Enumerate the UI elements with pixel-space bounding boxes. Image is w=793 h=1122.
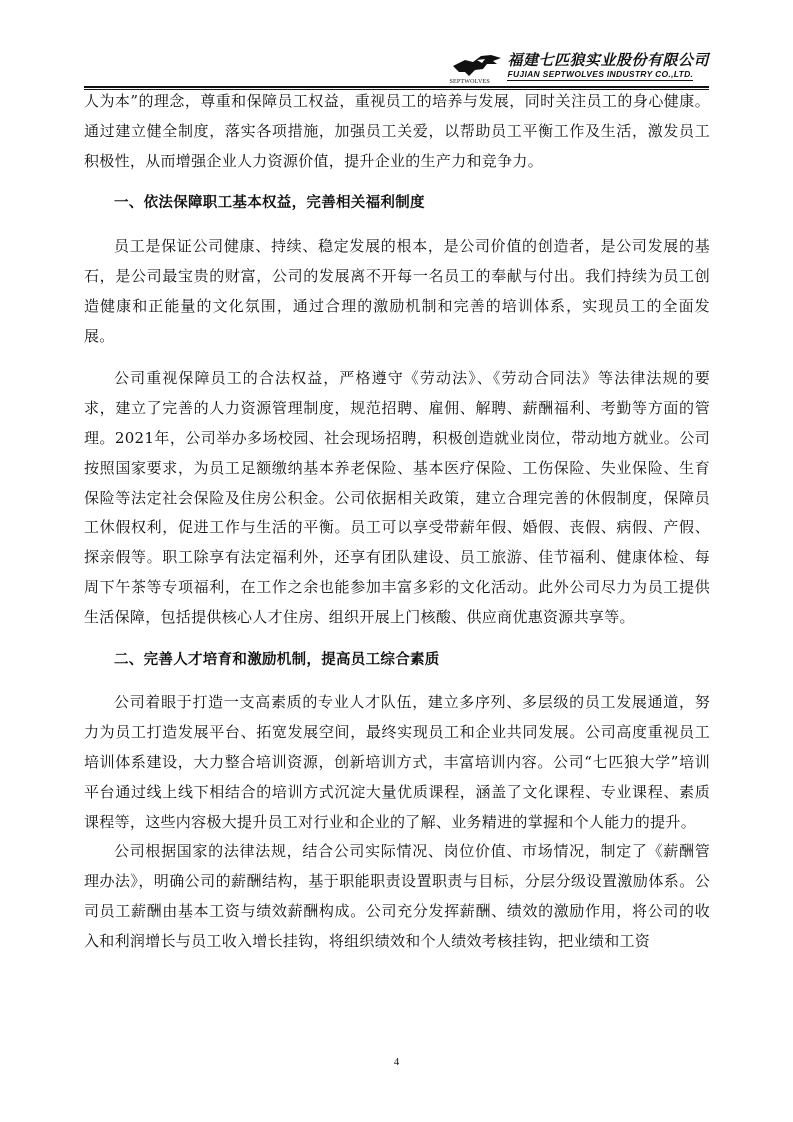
logo-brand-text: SEPTWOLVES <box>449 79 490 85</box>
logo-text-block <box>507 52 709 81</box>
paragraph: 公司根据国家的法律法规，结合公司实际情况、岗位价值、市场情况，制定了《薪酬管理办法》，明确公司的薪酬结构，基于职能职责设置职责与目标，分层分级设置激励体系。公司员工薪酬由基本工资与绩效薪酬构成。公司充分发挥薪酬、绩效的激励作用，将公司的收入和利润增长与员工收入增长挂钩，将组织绩效和个人绩效考核挂钩，把业绩和工资 <box>84 842 710 950</box>
company-name-en: FUJIAN SEPTWOLVES INDUSTRY CO.,LTD. <box>507 69 694 79</box>
page-header <box>84 50 709 86</box>
paragraph: 公司重视保障员工的合法权益，严格遵守《劳动法》、《劳动合同法》等法律法规的要求，建立了完善的人力资源管理制度，规范招聘、雇佣、解聘、薪酬福利、考勤等方面的管理。2021年，公司举办多场校园、社会现场招聘，积极创造就业岗位，带动地方就业。公司按照国家要求，为员工足额缴纳基本养老保险、基本医疗保险、工伤保险、失业保险、生育保险等法定社会保险及住房公积金。公司依据相关政策，建立合理完善的休假制度，保障员工休假权利，促进工作与生活的平衡。员工可以享受带薪年假、婚假、丧假、病假、产假、探亲假等。职工除享有法定福利外，还享有团队建设、员工旅游、佳节福利、健康体检、每周下午茶等专项福利，在工作之余也能参加丰富多彩的文化活动。此外公司尽力为员工提供生活保障，包括提供核心人才住房、组织开展上门核酸、供应商优惠资源共享等。 <box>84 369 710 626</box>
page-body <box>84 87 710 957</box>
page-number: 4 <box>393 1056 400 1068</box>
section-heading-1: 一、依法保障职工基本权益，完善相关福利制度 <box>114 195 425 212</box>
paragraph: 员工是保证公司健康、持续、稳定发展的根本，是公司价值的创造者，是公司发展的基石，是公司最宝贵的财富，公司的发展离不开每一名员工的奉献与付出。我们持续为员工创造健康和正能量的文化氛围，通过合理的激励机制和完善的培训体系，实现员工的全面发展。 <box>84 237 710 345</box>
wolf-logo-icon <box>449 52 503 85</box>
company-name-cn: 福建七匹狼实业股份有限公司 <box>507 51 709 69</box>
section-heading-2: 二、完善人才培育和激励机制，提高员工综合素质 <box>114 651 440 668</box>
paragraph: 公司着眼于打造一支高素质的专业人才队伍，建立多序列、多层级的员工发展通道，努力为员工打造发展平台、拓宽发展空间，最终实现员工和企业共同发展。公司高度重视员工培训体系建设，大力整合培训资源，创新培训方式，丰富培训内容。公司“七匹狼大学”培训平台通过线上线下相结合的培训方式沉淀大量优质课程，涵盖了文化课程、专业课程、素质课程等，这些内容极大提升员工对行业和企业的了解、业务精进的掌握和个人能力的提升。 <box>84 693 710 831</box>
company-logo <box>451 52 709 84</box>
paragraph-continued: 人为本”的理念，尊重和保障员工权益，重视员工的培养与发展，同时关注员工的身心健康。通过建立健全制度，落实各项措施，加强员工关爱，以帮助员工平衡工作及生活，激发员工积极性，从而增强企业人力资源价值，提升企业的生产力和竞争力。 <box>84 92 710 170</box>
